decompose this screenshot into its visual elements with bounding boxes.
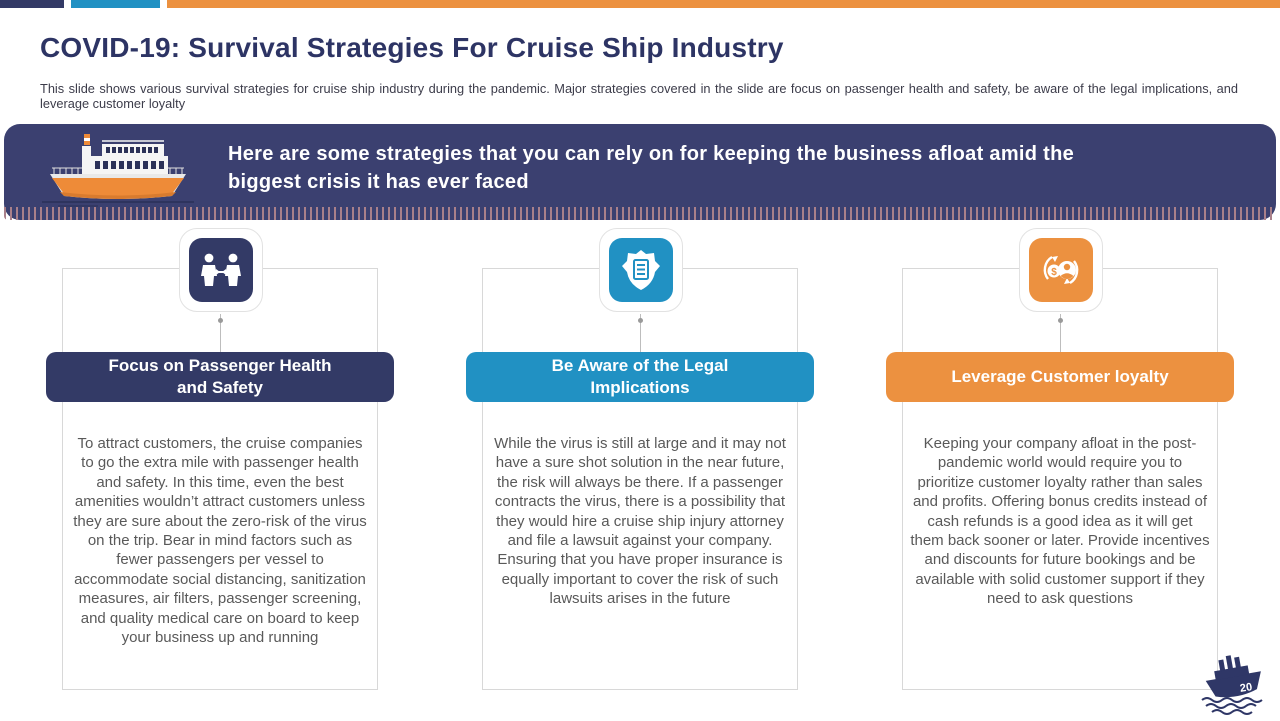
accent-segment-blue [71, 0, 160, 8]
connector-dot [638, 318, 643, 323]
legal-shield-document-icon [609, 238, 673, 302]
icon-card-1 [179, 228, 263, 312]
column-title-legal-implications: Be Aware of the Legal Implications [466, 352, 814, 402]
column-title-passenger-health: Focus on Passenger Health and Safety [46, 352, 394, 402]
column-title-customer-loyalty: Leverage Customer loyalty [886, 352, 1234, 402]
connector-dot [1058, 318, 1063, 323]
page-number: 20 [1238, 681, 1253, 695]
svg-text:$: $ [1051, 267, 1057, 278]
banner-text: Here are some strategies that you can rely on for keeping the business afloat amid the biggest crisis it has ever faced [228, 143, 1075, 193]
icon-card-3 [1019, 228, 1103, 312]
cruise-ship-illustration-icon [38, 132, 198, 208]
icon-card-2 [599, 228, 683, 312]
strategy-banner [4, 124, 1276, 220]
accent-segment-navy [0, 0, 64, 8]
column-body-customer-loyalty: Keeping your company afloat in the post-pandemic world would require you to prioritize customer loyalty rather than sales and profits. Offering bonus credits instead of cash refunds is a good idea as it will get them back sooner or later. Provide incentives and discounts for future bookings and be available with solid customer support if they need to ask questions [910, 435, 1210, 608]
column-body-passenger-health: To attract customers, the cruise companies to go the extra mile with passenger health and safety. In this time, even the best amenities wouldn’t attract customers unless they are sure about the zero-risk of the virus on the trip. Bear in mind factors such as fewer passengers per vessel to accommodate social distancing, sanitization measures, air filters, passenger screening, and quality medical care on board to keep your business up and running [73, 435, 367, 647]
column-body-legal-implications: While the virus is still at large and it may not have a sure shot solution in the near future, the risk will always be there. If a passenger contracts the virus, there is a possibility that they would hire a cruise ship injury attorney and file a lawsuit against your company. Ensuring that you have proper insurance is equally important to cover the risk of such lawsuits arises in the future [494, 435, 786, 608]
top-accent-bar [0, 0, 1280, 8]
page-subtitle: This slide shows various survival strategies for cruise ship industry during the pandemic. Major strategies covered in the slide are focus on passenger health and safety, be aware of the legal implications, and leverage customer loyalty [40, 81, 1238, 111]
connector-dot [218, 318, 223, 323]
banner-stripe-decoration [4, 207, 1276, 220]
accent-segment-orange [167, 0, 1280, 8]
ship-logo-icon [1198, 648, 1270, 716]
customer-loyalty-cycle-icon [1029, 238, 1093, 302]
social-distancing-icon [189, 238, 253, 302]
page-title: COVID-19: Survival Strategies For Cruise Ship Industry [40, 32, 784, 63]
